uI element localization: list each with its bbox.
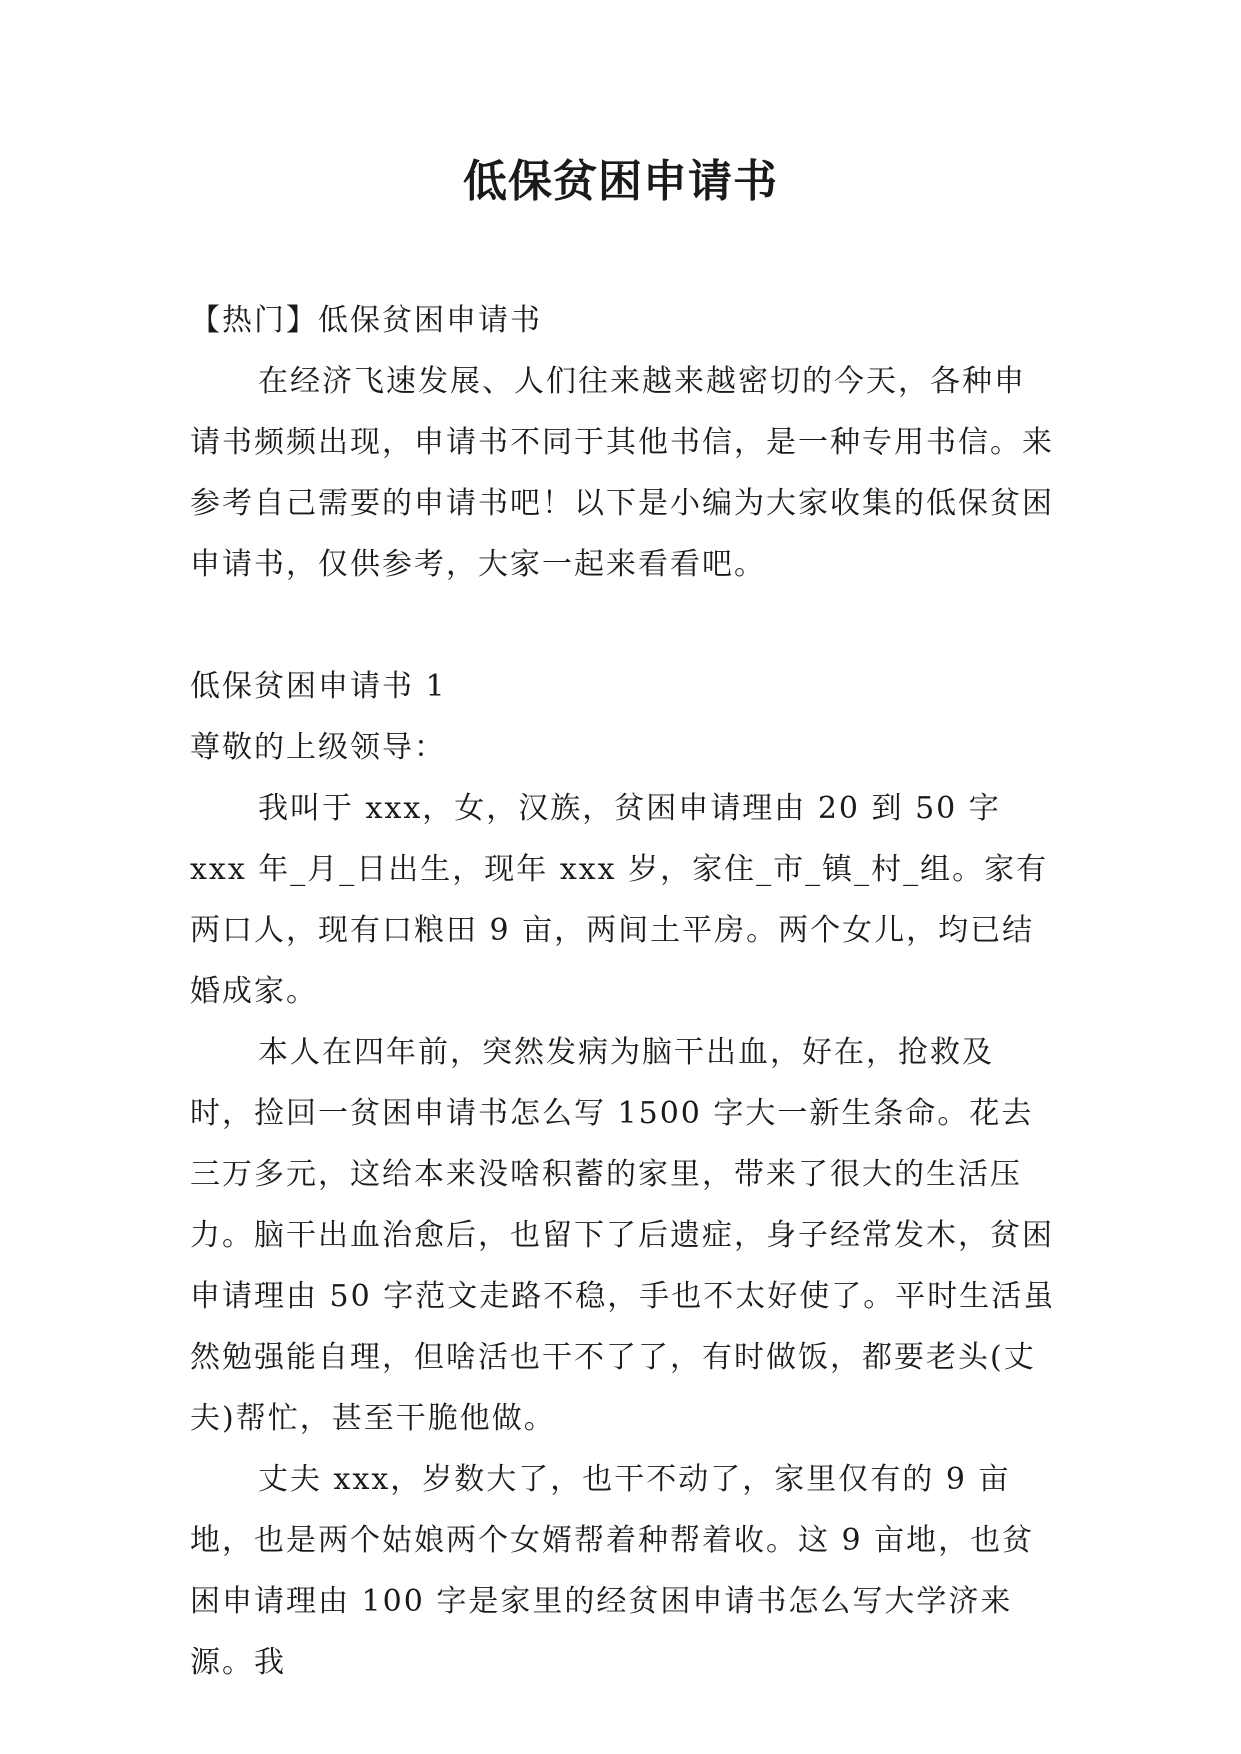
- section-title: 低保贫困申请书 1: [190, 669, 447, 704]
- hot-line: 【热门】低保贫困申请书: [190, 303, 542, 338]
- document-body: [190, 290, 1056, 1693]
- document-title: 低保贫困申请书: [463, 156, 778, 207]
- body-paragraph-2: 本人在四年前，突然发病为脑干出血，好在，抢救及时，捡回一贫困申请书怎么写 1500 字大一新生条命。花去三万多元，这给本来没啥积蓄的家里，带来了很大的生活压力。脑干出血治愈后，也留下了后遗症，身子经常发木，贫困申请理由 50 字范文走路不稳，手也不太好使了。平时生活虽然勉强能自理，但啥活也干不了了，有时做饭，都要老头(丈夫)帮忙，甚至干脆他做。: [190, 1035, 1056, 1436]
- salutation: 尊敬的上级领导：: [190, 730, 446, 765]
- intro-paragraph: 在经济飞速发展、人们往来越来越密切的今天，各种申请书频频出现，申请书不同于其他书信，是一种专用书信。来参考自己需要的申请书吧！以下是小编为大家收集的低保贫困申请书，仅供参考，大家一起来看看吧。: [190, 364, 1054, 582]
- paragraph-gap: [190, 595, 1056, 656]
- body-paragraph-1: 我叫于 xxx，女，汉族，贫困申请理由 20 到 50 字 xxx 年_月_日出生，现年 xxx 岁，家住_市_镇_村_组。家有两口人，现有口粮田 9 亩，两间土平房。两个女儿，均已结婚成家。: [190, 791, 1049, 1009]
- body-paragraph-3: 丈夫 xxx，岁数大了，也干不动了，家里仅有的 9 亩地，也是两个姑娘两个女婿帮着种帮着收。这 9 亩地，也贫困申请理由 100 字是家里的经贫困申请书怎么写大学济来源。我: [190, 1462, 1035, 1680]
